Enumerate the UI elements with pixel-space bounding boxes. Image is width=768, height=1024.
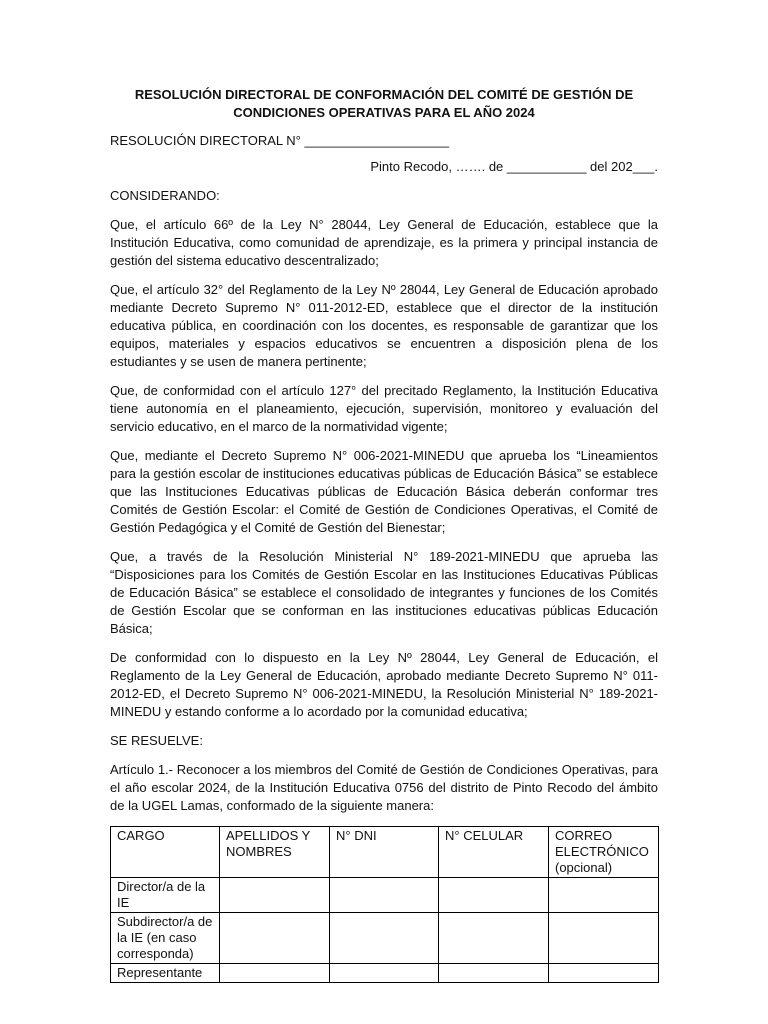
paragraph: Que, mediante el Decreto Supremo N° 006-2021-MINEDU que aprueba los “Lineamientos para la gestión escolar de instituciones educativas públicas de Educación Básica” se establece que las Instituciones Educativas públicas de Educación Básica deberán conformar tres Comités de Gestión Escolar: el Comité de Gestión de Condiciones Operativas, el Comité de Gestión Pedagógica y el Comité de Gestión del Bienestar; — [110, 448, 658, 535]
header-cargo: CARGO — [111, 827, 220, 878]
paragraph: De conformidad con lo dispuesto en la Ley Nº 28044, Ley General de Educación, el Reglamento de la Ley General de Educación, aprobado mediante Decreto Supremo N° 011- 2012-ED, el Decreto Supremo N° 006-2021-MINEDU, la Resolución Ministerial N° 189-2021- MINEDU y estando conforme a lo acordado por la comunidad educativa; — [110, 650, 658, 719]
cell-cargo: Director/a de la IE — [111, 878, 220, 913]
cell-dni — [330, 964, 439, 983]
header-correo: CORREO ELECTRÓNICO (opcional) — [549, 827, 659, 878]
cell-apellidos-nombres — [220, 878, 330, 913]
cell-dni — [330, 878, 439, 913]
cell-apellidos-nombres — [220, 913, 330, 964]
table-header-row — [111, 827, 659, 878]
cell-correo — [549, 878, 659, 913]
cell-correo — [549, 964, 659, 983]
cell-dni — [330, 913, 439, 964]
document-title: RESOLUCIÓN DIRECTORAL DE CONFORMACIÓN DEL COMITÉ DE GESTIÓN DE CONDICIONES OPERATIVAS PARA EL AÑO 2024 — [134, 87, 634, 120]
cell-apellidos-nombres — [220, 964, 330, 983]
document-page — [110, 86, 658, 983]
table-row — [111, 913, 659, 964]
date-line: Pinto Recodo, ……. de ___________ del 202___. — [370, 159, 658, 174]
cell-celular — [439, 964, 549, 983]
paragraph: Que, el artículo 32° del Reglamento de la Ley Nº 28044, Ley General de Educación aprobado mediante Decreto Supremo N° 011-2012-ED, establece que el director de la institución educativa pública, en coordinación con los docentes, es responsable de garantizar que los equipos, materiales y espacios educativos se encuentren a disposición plena de los estudiantes y se usen de manera pertinente; — [110, 282, 658, 369]
table-row — [111, 964, 659, 983]
header-celular: N° CELULAR — [439, 827, 549, 878]
cell-celular — [439, 913, 549, 964]
paragraph: Que, de conformidad con el artículo 127° del precitado Reglamento, la Institución Educativa tiene autonomía en el planeamiento, ejecución, supervisión, monitoreo y evaluación del servicio educativo, en el marco de la normatividad vigente; — [110, 383, 658, 434]
header-dni: N° DNI — [330, 827, 439, 878]
table-row — [111, 878, 659, 913]
paragraph: Que, a través de la Resolución Ministerial N° 189-2021-MINEDU que aprueba las “Disposiciones para los Comités de Gestión Escolar en las Instituciones Educativas Públicas de Educación Básica” se establece el consolidado de integrantes y funciones de los Comités de Gestión Escolar que se conforman en las instituciones educativas públicas Educación Básica; — [110, 549, 658, 636]
paragraph: Que, el artículo 66º de la Ley N° 28044, Ley General de Educación, establece que la Institución Educativa, como comunidad de aprendizaje, es la primera y principal instancia de gestión del sistema educativo descentralizado; — [110, 217, 658, 268]
cell-correo — [549, 913, 659, 964]
committee-members-table — [110, 826, 659, 983]
article-1: Artículo 1.- Reconocer a los miembros del Comité de Gestión de Condiciones Operativas, para el año escolar 2024, de la Institución Educativa 0756 del distrito de Pinto Recodo del ámbito de la UGEL Lamas, conformado de la siguiente manera: — [110, 762, 658, 813]
considerando-heading: CONSIDERANDO: — [110, 188, 220, 203]
se-resuelve-heading: SE RESUELVE: — [110, 733, 203, 748]
cell-cargo: Subdirector/a de la IE (en caso corresponda) — [111, 913, 220, 964]
resolution-number: RESOLUCIÓN DIRECTORAL N° ____________________ — [110, 133, 450, 148]
cell-celular — [439, 878, 549, 913]
cell-cargo: Representante — [111, 964, 220, 983]
header-apellidos-nombres: APELLIDOS Y NOMBRES — [220, 827, 330, 878]
